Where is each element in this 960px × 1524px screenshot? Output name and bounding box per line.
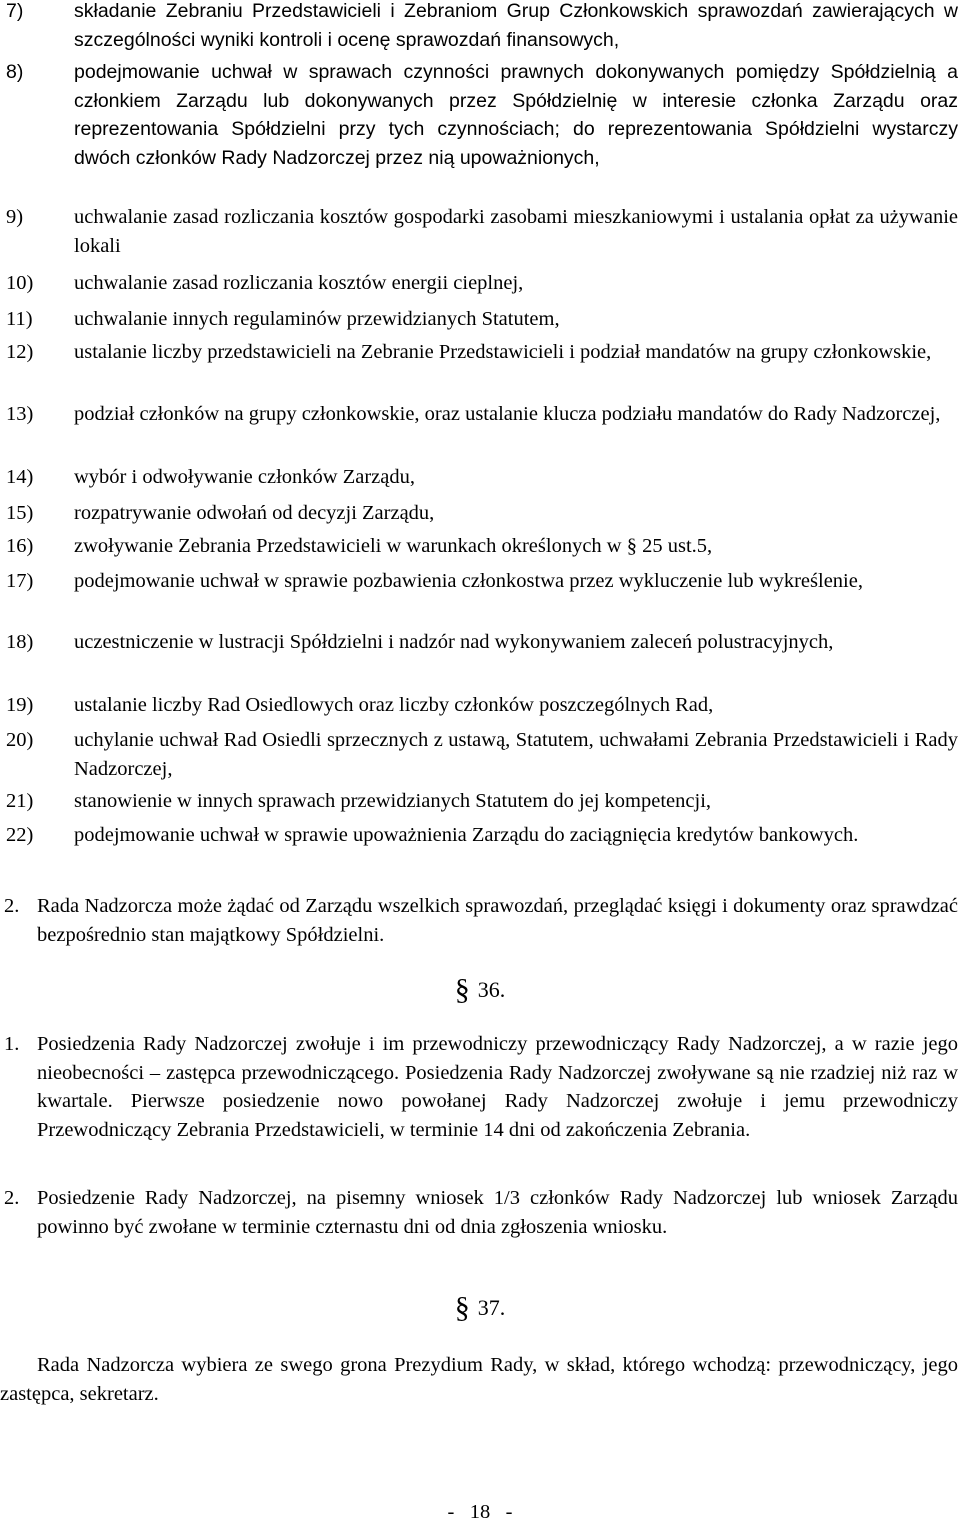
- list-item-text: ustalanie liczby Rad Osiedlowych oraz liczby członków poszczególnych Rad,: [74, 694, 714, 716]
- list-item: [0, 499, 958, 528]
- paragraph-text: Rada Nadzorcza może żądać od Zarządu wszelkich sprawozdań, przeglądać księgi i dokumenty oraz sprawdzać bezpośrednio stan majątkowy Spółdzielni.: [37, 895, 958, 946]
- list-item: [0, 0, 958, 54]
- list-item: [0, 532, 958, 561]
- list-item: [0, 269, 958, 298]
- section-number: 37.: [477, 1295, 506, 1320]
- paragraph-number: 2.: [4, 1187, 20, 1209]
- list-item-text: podejmowanie uchwał w sprawach czynności prawnych dokonywanych pomiędzy Spółdzielnią a członkiem Zarządu lub dokonywanych przez Spółdzielnię w interesie członka Zarządu oraz reprezentowania Spółdzielni przy tych czynnościach; do reprezentowania Spółdzielni wystarczy dwóch członków Rady Nadzorczej przez nią upoważnionych,: [74, 61, 958, 169]
- page-number: [0, 1501, 960, 1524]
- list-item-number: 7): [6, 0, 24, 22]
- list-item-text: uczestniczenie w lustracji Spółdzielni i nadzór nad wykonywaniem zaleceń polustracyjnych,: [74, 631, 834, 653]
- list-item: [0, 787, 958, 816]
- list-item: [0, 726, 958, 783]
- list-item-number: 19): [6, 694, 34, 716]
- list-item: [0, 628, 958, 657]
- list-item-number: 14): [6, 466, 34, 488]
- list-item: [0, 567, 958, 596]
- list-item-text: podział członków na grupy członkowskie, oraz ustalanie klucza podziału mandatów do Rady Nadzorczej,: [74, 403, 941, 425]
- section-symbol: §: [454, 973, 470, 1006]
- list-item-text: zwoływanie Zebrania Przedstawicieli w warunkach określonych w § 25 ust.5,: [74, 535, 713, 557]
- list-item-number: 11): [6, 308, 33, 330]
- paragraph: [0, 1030, 958, 1144]
- paragraph-text: Posiedzenie Rady Nadzorczej, na pisemny wniosek 1/3 członków Rady Nadzorczej lub wniosek Zarządu powinno być zwołane w terminie czternastu dni od dnia zgłoszenia wniosku.: [37, 1187, 958, 1238]
- section-symbol: §: [454, 1291, 470, 1324]
- list-item-text: wybór i odwoływanie członków Zarządu,: [74, 466, 415, 488]
- list-item: [0, 338, 958, 367]
- page-number-text: - 18 -: [447, 1501, 513, 1523]
- list-item: [0, 203, 958, 260]
- paragraph-number: 1.: [4, 1033, 20, 1055]
- list-item-number: 21): [6, 790, 34, 812]
- list-item: [0, 691, 958, 720]
- list-item-number: 10): [6, 272, 34, 294]
- list-item-number: 8): [6, 61, 24, 83]
- list-item-number: 13): [6, 403, 34, 425]
- paragraph-number: 2.: [4, 895, 20, 917]
- list-item-text: uchylanie uchwał Rad Osiedli sprzecznych z ustawą, Statutem, uchwałami Zebrania Przedstawicieli i Rady Nadzorczej,: [74, 729, 958, 780]
- list-item-number: 15): [6, 502, 34, 524]
- paragraph: [0, 1184, 958, 1241]
- list-item-text: uchwalanie innych regulaminów przewidzianych Statutem,: [74, 308, 560, 330]
- paragraph-text: Posiedzenia Rady Nadzorczej zwołuje i im przewodniczy przewodniczący Rady Nadzorczej, a w razie jego nieobecności – zastępca przewodniczącego. Posiedzenia Rady Nadzorczej zwoływane są nie rzadziej niż raz w kwartale. Pierwsze posiedzenie nowo powołanej Rady Nadzorczej zwołuje i jemu przewodniczy Przewodniczący Zebrania Przedstawicieli, w terminie 14 dni od zakończenia Zebrania.: [37, 1033, 958, 1141]
- list-item: [0, 821, 958, 850]
- list-item-number: 20): [6, 729, 34, 751]
- section-number: 36.: [477, 977, 506, 1002]
- list-item-number: 12): [6, 341, 34, 363]
- list-item-number: 17): [6, 570, 34, 592]
- paragraph: [0, 892, 958, 949]
- list-item-text: rozpatrywanie odwołań od decyzji Zarządu,: [74, 502, 435, 524]
- list-item-number: 9): [6, 206, 24, 228]
- list-item-number: 22): [6, 824, 34, 846]
- section-heading-36: [0, 975, 960, 1005]
- section-heading-37: [0, 1293, 960, 1323]
- list-item-number: 16): [6, 535, 34, 557]
- list-item: [0, 400, 958, 429]
- list-item-text: podejmowanie uchwał w sprawie upoważnienia Zarządu do zaciągnięcia kredytów bankowych.: [74, 824, 859, 846]
- list-item: [0, 58, 958, 172]
- paragraph-text: Rada Nadzorcza wybiera ze swego grona Prezydium Rady, w skład, którego wchodzą: przewodniczący, jego zastępca, sekretarz.: [0, 1354, 958, 1405]
- list-item-text: składanie Zebraniu Przedstawicieli i Zebraniom Grup Członkowskich sprawozdań zawierających w szczególności wyniki kontroli i ocenę sprawozdań finansowych,: [74, 0, 958, 51]
- list-item: [0, 305, 958, 334]
- list-item: [0, 463, 958, 492]
- list-item-text: uchwalanie zasad rozliczania kosztów gospodarki zasobami mieszkaniowymi i ustalania opłat za używanie lokali: [74, 206, 958, 257]
- list-item-text: stanowienie w innych sprawach przewidzianych Statutem do jej kompetencji,: [74, 790, 712, 812]
- list-item-text: ustalanie liczby przedstawicieli na Zebranie Przedstawicieli i podział mandatów na grupy członkowskie,: [74, 341, 932, 363]
- list-item-text: uchwalanie zasad rozliczania kosztów energii cieplnej,: [74, 272, 524, 294]
- list-item-number: 18): [6, 631, 34, 653]
- list-item-text: podejmowanie uchwał w sprawie pozbawienia członkostwa przez wykluczenie lub wykreślenie,: [74, 570, 863, 592]
